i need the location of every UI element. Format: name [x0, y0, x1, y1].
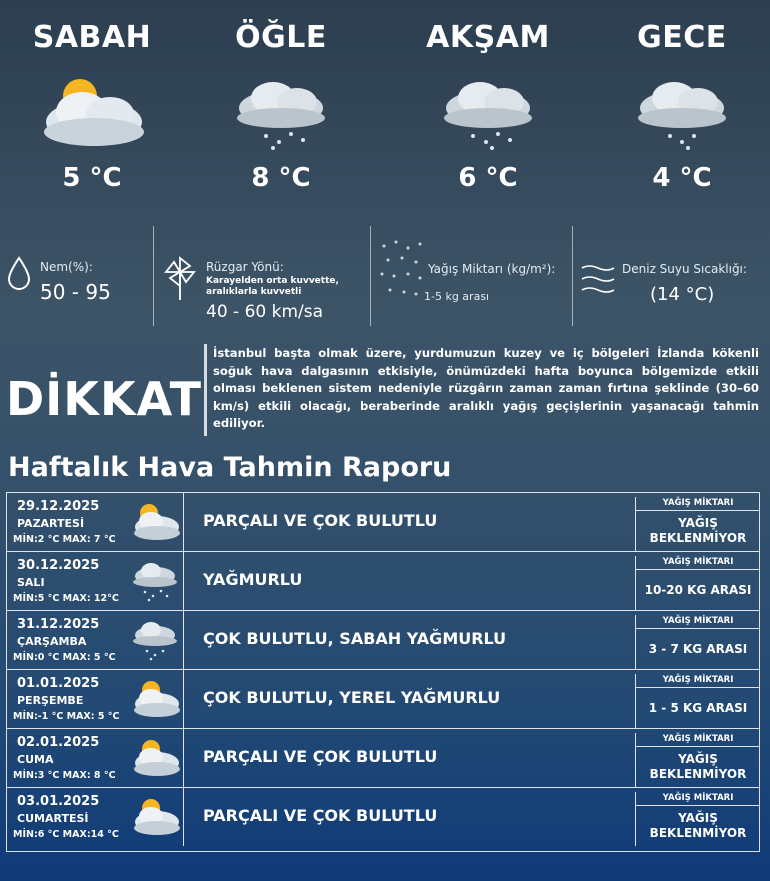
row-date: 29.12.2025 [17, 499, 100, 514]
droplet-icon [6, 256, 32, 292]
divider [572, 226, 573, 326]
row-description: ÇOK BULUTLU, SABAH YAĞMURLU [203, 629, 507, 648]
rain-cloud-icon [125, 617, 181, 663]
row-minmax: MİN:3 °C MAX: 8 °C [13, 770, 116, 781]
period-evening [408, 20, 568, 194]
row-day: CUMA [17, 753, 54, 766]
waves-icon [580, 262, 616, 296]
period-name: SABAH [32, 20, 152, 55]
humidity-cell [4, 222, 150, 330]
period-morning [12, 20, 172, 194]
row-day: PERŞEMBE [17, 694, 84, 707]
row-day: SALI [17, 576, 45, 589]
rain-label: Yağış Miktarı (kg/m²): [428, 262, 556, 276]
weekly-title: Haftalık Hava Tahmin Raporu [8, 452, 452, 483]
rain-box [635, 556, 759, 610]
sun-cloud-icon [125, 676, 181, 722]
row-date: 02.01.2025 [17, 735, 100, 750]
row-date: 30.12.2025 [17, 558, 100, 573]
rain-box-value: 3 - 7 KG ARASI [648, 641, 748, 656]
warning-title: DİKKAT [6, 372, 202, 426]
divider [370, 226, 371, 326]
rain-cloud-icon [221, 74, 341, 154]
table-row [7, 611, 759, 670]
period-noon [201, 20, 361, 194]
date-cell [7, 788, 184, 846]
period-temp: 8 °C [251, 163, 311, 193]
rain-box [635, 792, 759, 846]
row-minmax: MİN:0 °C MAX: 5 °C [13, 652, 116, 663]
row-description: PARÇALI VE ÇOK BULUTLU [203, 511, 438, 530]
row-day: CUMARTESİ [17, 812, 89, 825]
row-minmax: MİN:2 °C MAX: 7 °C [13, 534, 116, 545]
table-row [7, 788, 759, 847]
row-date: 03.01.2025 [17, 794, 100, 809]
table-row [7, 670, 759, 729]
period-name: ÖĞLE [235, 20, 327, 55]
period-temp: 6 °C [458, 163, 518, 193]
period-temp: 4 °C [652, 163, 712, 193]
warning-text: İstanbul başta olmak üzere, yurdumuzun kuzey ve iç bölgeleri İzlanda kökenli soğuk hava dalgasının etkisiyle, önümüzdeki hafta boyunca bölgemizde etkili olması beklenen sistem nedeniyle rüzgârın zaman zaman fırtına şeklinde (30–60 km/s) etkili olacağı, beraberinde aralıklı yağış geçişlerinin yaşanacağı tahmin ediliyor. [213, 346, 759, 430]
raindrops-icon [376, 236, 426, 306]
sun-cloud-icon [125, 794, 181, 840]
wind-note: Karayelden orta kuvvette, aralıklarla kuvvetli [206, 276, 339, 297]
row-date: 31.12.2025 [17, 617, 100, 632]
rain-box-value: YAĞIŞ BEKLENMİYOR [649, 516, 747, 545]
rain-box [635, 733, 759, 787]
row-description: PARÇALI VE ÇOK BULUTLU [203, 747, 438, 766]
rain-box-value: YAĞIŞ BEKLENMİYOR [649, 811, 747, 840]
row-minmax: MİN:-1 °C MAX: 5 °C [13, 711, 120, 722]
row-date: 01.01.2025 [17, 676, 100, 691]
rain-box-label: YAĞIŞ MİKTARI [636, 792, 760, 806]
row-description: PARÇALI VE ÇOK BULUTLU [203, 806, 438, 825]
rain-box [635, 674, 759, 728]
period-name: GECE [637, 20, 727, 55]
rain-box [635, 497, 759, 551]
date-cell [7, 552, 184, 610]
period-night [602, 20, 762, 194]
table-row [7, 493, 759, 552]
row-day: PAZARTESİ [17, 517, 85, 530]
rain-box-label: YAĞIŞ MİKTARI [636, 615, 760, 629]
table-row [7, 729, 759, 788]
rain-cell [374, 222, 570, 330]
wind-label: Rüzgar Yönü: [206, 260, 284, 274]
period-temp: 5 °C [62, 163, 122, 193]
rain-box-label: YAĞIŞ MİKTARI [636, 733, 760, 747]
rain-box-label: YAĞIŞ MİKTARI [636, 556, 760, 570]
rain-value: 1-5 kg arası [424, 290, 490, 303]
pinwheel-icon [162, 254, 198, 302]
rain-box-value: 1 - 5 KG ARASI [648, 700, 748, 715]
row-minmax: MİN:5 °C MAX: 12°C [13, 593, 119, 604]
sea-cell [576, 222, 766, 330]
date-cell [7, 493, 184, 551]
period-name: AKŞAM [426, 20, 550, 55]
rain-cloud-icon [622, 74, 742, 154]
rain-box-value: 10-20 KG ARASI [644, 582, 752, 597]
day-periods [0, 0, 770, 210]
rain-box-label: YAĞIŞ MİKTARI [636, 674, 760, 688]
sun-cloud-icon [125, 499, 181, 545]
wind-cell [158, 222, 368, 330]
row-description: YAĞMURLU [203, 570, 303, 589]
row-description: ÇOK BULUTLU, YEREL YAĞMURLU [203, 688, 501, 707]
date-cell [7, 611, 184, 669]
row-day: ÇARŞAMBA [17, 635, 87, 648]
date-cell [7, 670, 184, 728]
humidity-value: 50 - 95 [40, 280, 111, 304]
wind-value: 40 - 60 km/sa [206, 302, 324, 322]
sea-label: Deniz Suyu Sıcaklığı: [622, 262, 747, 276]
row-minmax: MİN:6 °C MAX:14 °C [13, 829, 119, 840]
sun-cloud-icon [125, 735, 181, 781]
table-row [7, 552, 759, 611]
humidity-label: Nem(%): [40, 260, 93, 274]
rain-box-value: YAĞIŞ BEKLENMİYOR [649, 752, 747, 781]
rain-box-label: YAĞIŞ MİKTARI [636, 497, 760, 511]
rain-cloud-icon [428, 74, 548, 154]
rain-cloud-icon [125, 558, 181, 604]
rain-box [635, 615, 759, 669]
divider [153, 226, 154, 326]
date-cell [7, 729, 184, 787]
conditions-strip [0, 222, 770, 330]
sea-value: (14 °C) [650, 284, 715, 305]
sun-cloud-icon [32, 74, 152, 154]
weekly-table [6, 492, 760, 852]
